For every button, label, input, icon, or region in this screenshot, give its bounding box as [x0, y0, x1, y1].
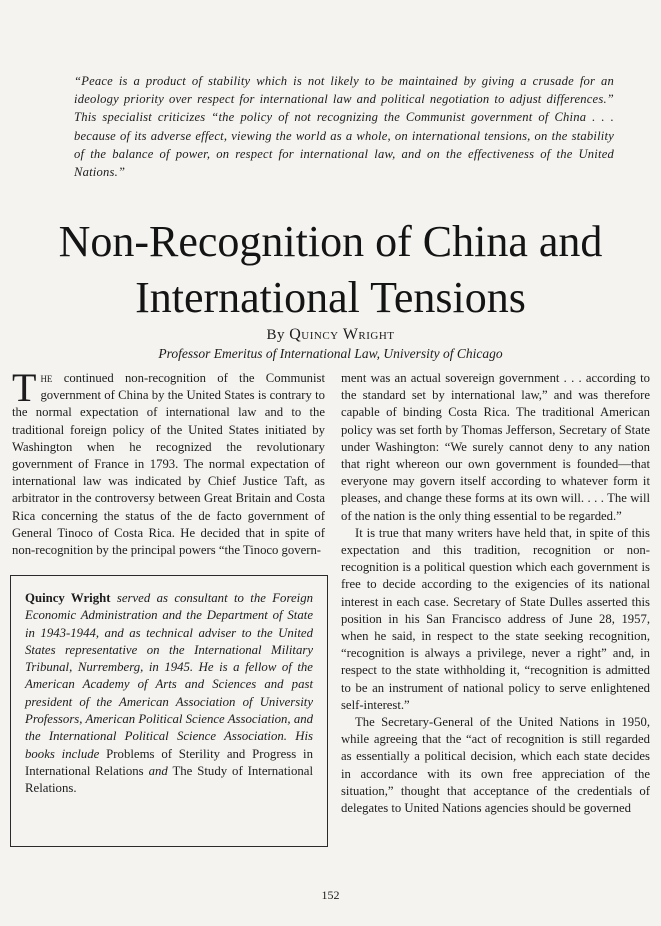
- byline-prefix: By: [266, 327, 285, 343]
- body-paragraph: [12, 365, 326, 559]
- page-number: 152: [321, 888, 340, 902]
- bio-book-1: Problems of Sterility and Progress in International Relations: [25, 746, 313, 778]
- author-affiliation: Professor Emeritus of International Law, University of Chicago: [158, 346, 503, 361]
- body-column-left: [12, 365, 326, 559]
- right-paragraph-2: It is true that many writers have held that, in spite of this expectation and this tradition, recognition or non-recognition is a political question which each government is free to decide according to the exigencies of its national interest in each case. Secretary of State Dulles asserted this position in his San Francisco address of June 28, 1957, when he said, in respect to the state seeking recognition, “recognition is always a privilege, never a right” and, in respect to the state withholding it, “recognition is admitted to be an instrument of national policy to serve enlightened self-interest.”: [341, 525, 650, 712]
- byline: [0, 326, 661, 344]
- drop-cap: T: [12, 365, 37, 410]
- body-column-right: [341, 370, 650, 817]
- author-name: Quincy Wright: [289, 326, 395, 343]
- article-title: [0, 214, 661, 326]
- article-abstract: “Peace is a product of stability which is not likely to be maintained by giving a crusade for an ideology priority over respect for international law and political negotiation to adjust differences.” This specialist criticizes “the policy of not recognizing the Communist government of China . . . because of its adverse effect, viewing the world as a whole, on international tensions, on the stability of the balance of power, on respect for international law, and on the effectiveness of the United Nations.”: [74, 74, 614, 180]
- right-paragraph-3: The Secretary-General of the United Nations in 1950, while agreeing that the “act of recognition is still regarded as essentially a political decision, which each state decides in accordance with its own free appreciation of the situation,” thought that acceptance of the credentials of delegates to United Nations agencies should be governed: [341, 715, 650, 816]
- bio-conjunction: and: [148, 763, 168, 778]
- article-title-line-2: International Tensions: [135, 273, 526, 322]
- author-bio-box: [10, 575, 328, 847]
- opening-small-caps: he: [40, 371, 53, 385]
- right-paragraph-1: ment was an actual sovereign government . . . according to the standard set by international law,” and was therefore capable of binding Costa Rica. The traditional American policy was set forth by Thomas Jefferson, Secretary of State under Washington: “We surely cannot deny to any nation that right whereon our own government is founded—that everyone may govern itself according to whatever form it pleases, and change these forms at its own will. . . . The will of the nation is the only thing essential to be regarded.”: [341, 371, 650, 523]
- article-title-line-1: Non-Recognition of China and: [58, 217, 603, 266]
- bio-author-name: Quincy Wright: [25, 591, 111, 605]
- bio-book-2: The Study of International Relations.: [25, 763, 313, 796]
- left-paragraph-text: continued non-recognition of the Communist government of China by the United States is contrary to the normal expectation of international law and to the traditional foreign policy of the United States initiated by Washington when he recognized the revolutionary government of France in 1793. The normal expectation of international law was indicated by Chief Justice Taft, as arbitrator in the controversy between Great Britain and Costa Rica concerning the status of the de facto government of General Tinoco of Costa Rica. He decided that in spite of non-recognition by the principal powers “the Tinoco govern-: [12, 371, 326, 558]
- bio-text: served as consultant to the Foreign Economic Administration and the Department of State in 1943-1944, and as technical adviser to the United States representative on the International Military Tribunal, Nurremberg, in 1945. He is a fellow of the American Academy of Arts and Sciences and past president of the American Association of University Professors, American Political Science Association, and the International Political Science Association. His books include: [25, 591, 314, 761]
